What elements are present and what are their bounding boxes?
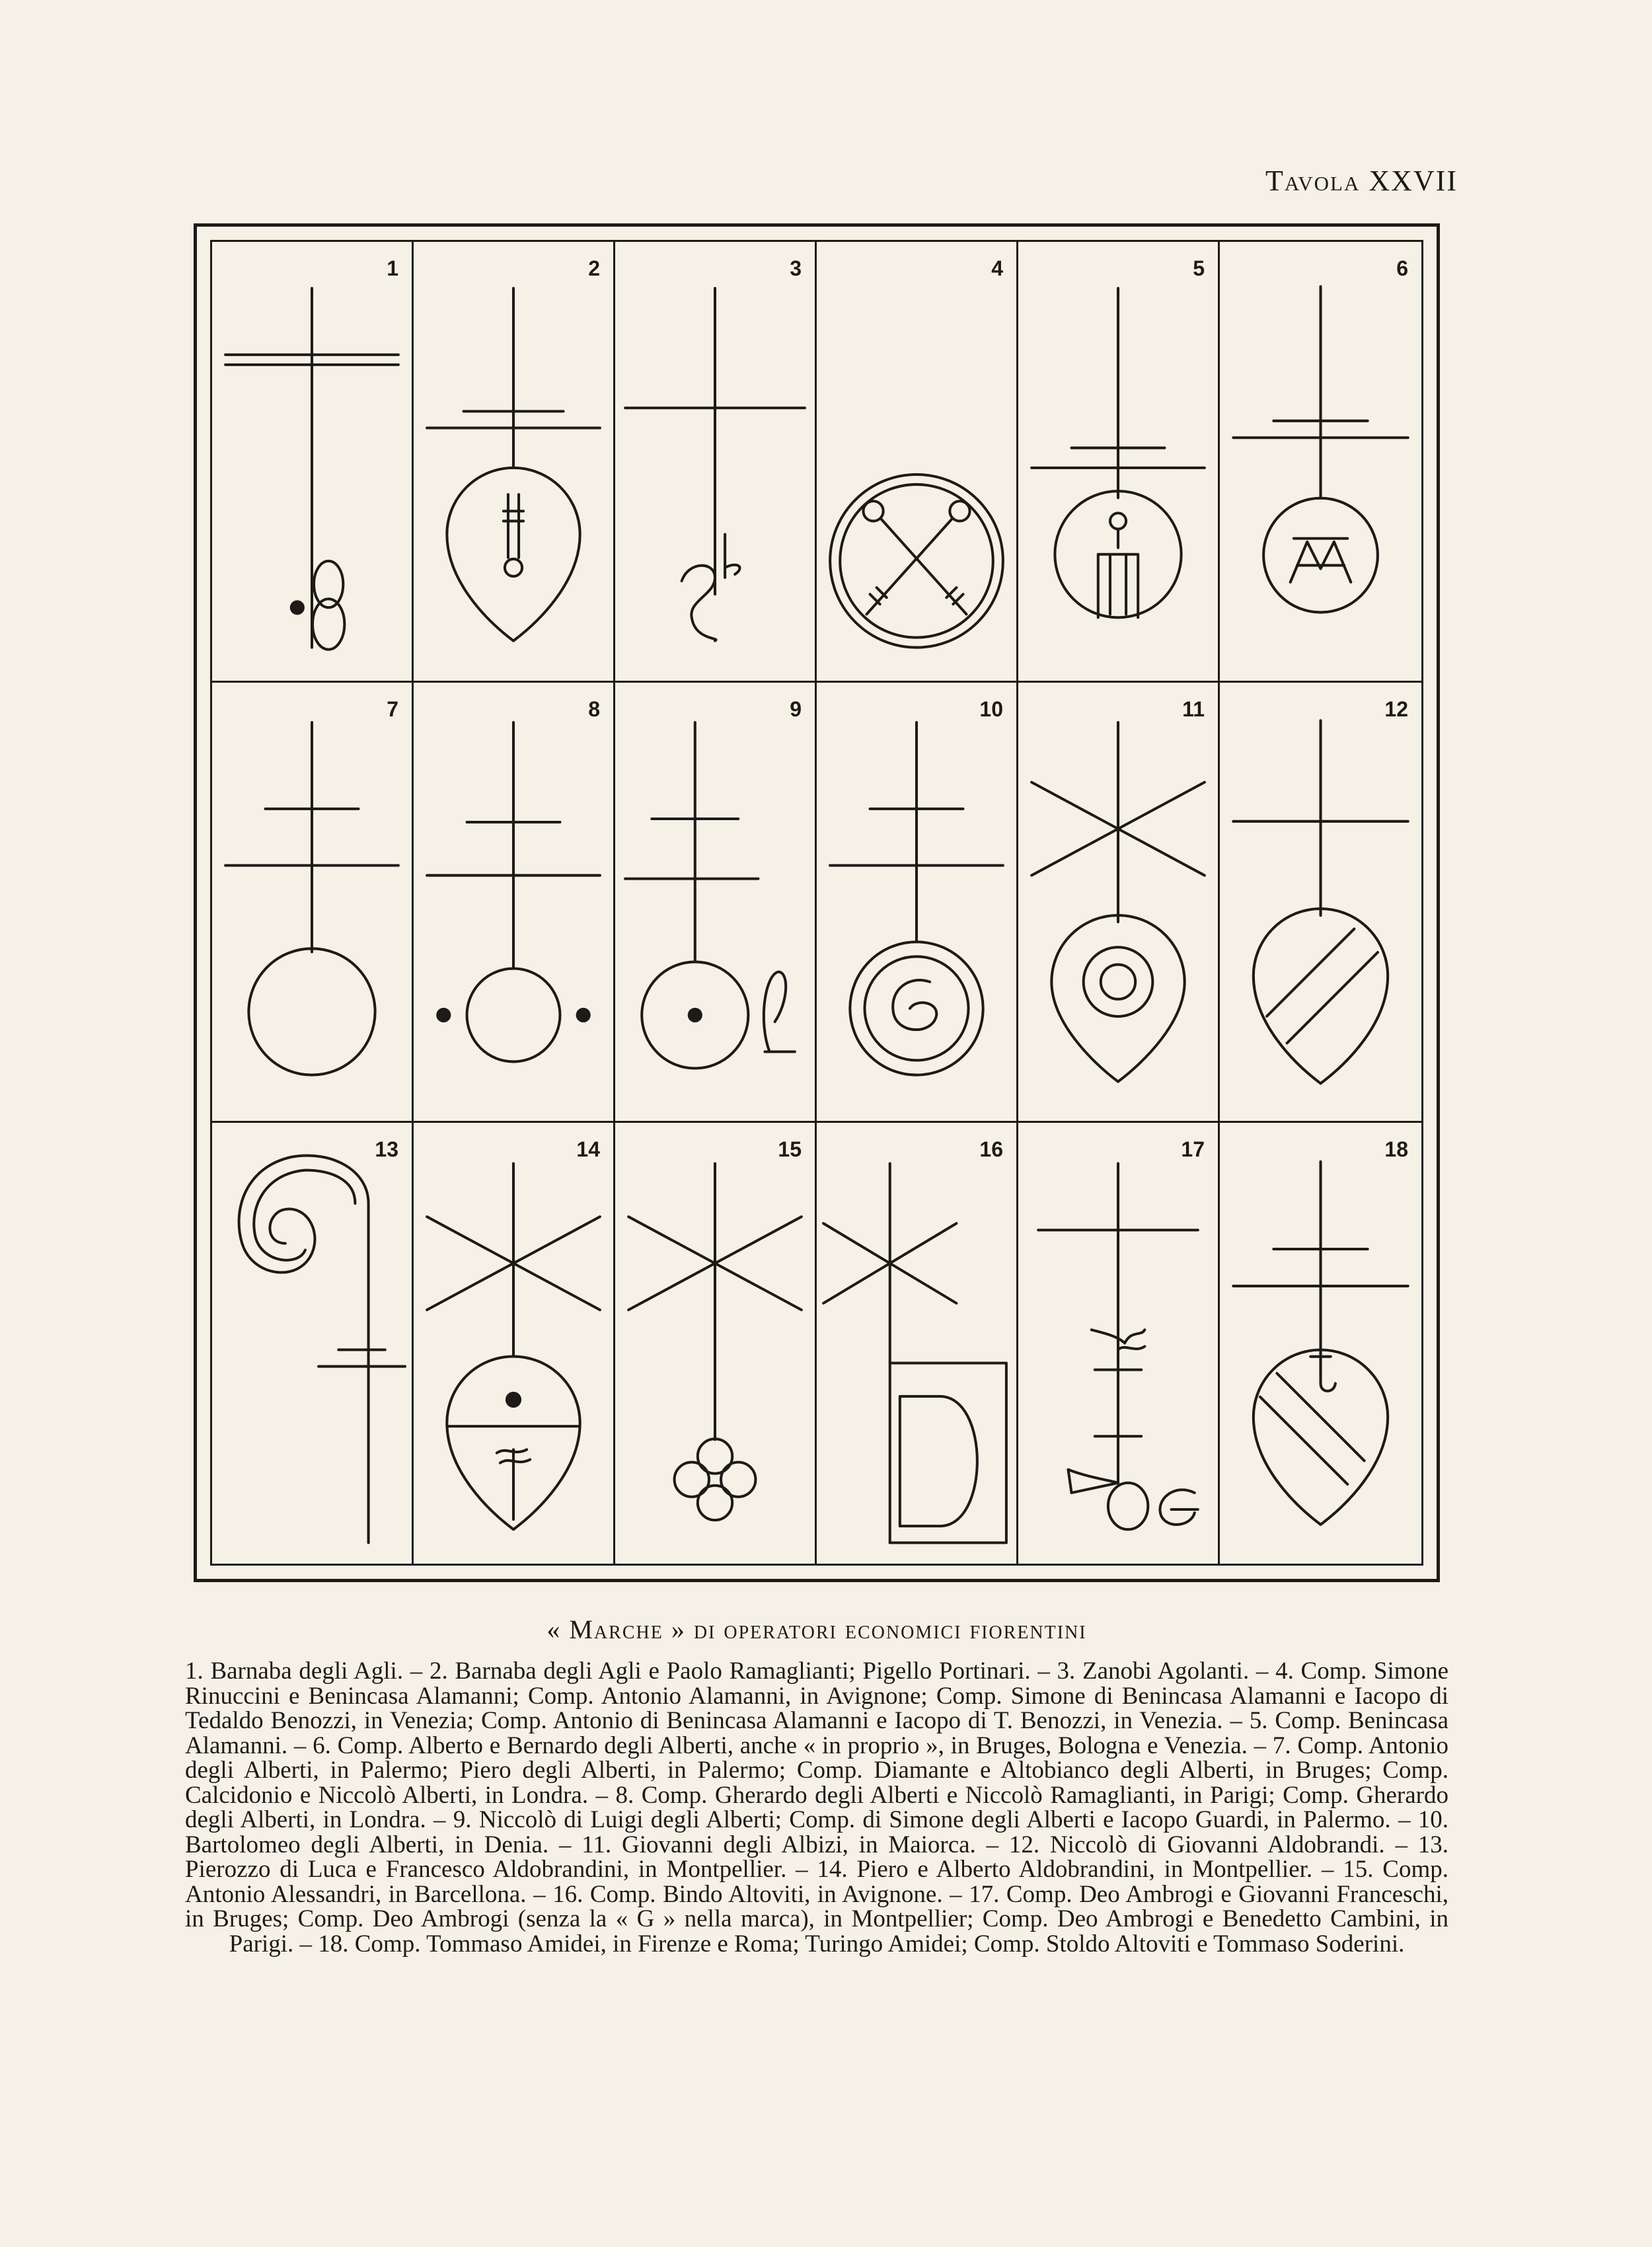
mark-number: 4 — [991, 256, 1003, 280]
mark-18-icon — [1220, 1123, 1421, 1564]
mark-number: 16 — [979, 1137, 1003, 1162]
mark-4-icon — [817, 242, 1016, 681]
mark-8-icon — [414, 683, 613, 1122]
mark-number: 5 — [1193, 256, 1205, 280]
mark-number: 7 — [387, 697, 398, 721]
mark-number: 10 — [979, 697, 1003, 721]
mark-cell-8 — [414, 683, 615, 1124]
mark-3-icon — [615, 242, 815, 681]
mark-cell-12 — [1220, 683, 1421, 1124]
mark-number: 15 — [778, 1137, 802, 1162]
mark-cell-1 — [212, 242, 414, 683]
mark-number: 8 — [588, 697, 600, 721]
mark-cell-17 — [1018, 1123, 1220, 1564]
mark-number: 12 — [1384, 697, 1408, 721]
mark-cell-10 — [817, 683, 1018, 1124]
mark-cell-4 — [817, 242, 1018, 683]
mark-number: 13 — [375, 1137, 398, 1162]
mark-cell-13 — [212, 1123, 414, 1564]
mark-2-icon — [414, 242, 613, 681]
mark-number: 14 — [576, 1137, 600, 1162]
mark-cell-9 — [615, 683, 817, 1124]
mark-number: 18 — [1384, 1137, 1408, 1162]
mark-1-icon — [212, 242, 412, 681]
mark-14-icon — [414, 1123, 613, 1564]
mark-cell-7 — [212, 683, 414, 1124]
mark-cell-18 — [1220, 1123, 1421, 1564]
mark-10-icon — [817, 683, 1016, 1122]
mark-cell-16 — [817, 1123, 1018, 1564]
mark-cell-11 — [1018, 683, 1220, 1124]
marks-grid — [210, 240, 1423, 1566]
mark-7-icon — [212, 683, 412, 1122]
mark-6-icon — [1220, 242, 1421, 681]
mark-number: 17 — [1181, 1137, 1205, 1162]
mark-5-icon — [1018, 242, 1218, 681]
mark-cell-3 — [615, 242, 817, 683]
mark-number: 3 — [790, 256, 802, 280]
mark-12-icon — [1220, 683, 1421, 1122]
mark-13-icon — [212, 1123, 412, 1564]
mark-cell-14 — [414, 1123, 615, 1564]
mark-17-icon — [1018, 1123, 1218, 1564]
mark-cell-5 — [1018, 242, 1220, 683]
mark-15-icon — [615, 1123, 815, 1564]
mark-cell-15 — [615, 1123, 817, 1564]
mark-9-icon — [615, 683, 815, 1122]
caption-title: « Marche » di operatori economici fiorentini — [546, 1615, 1087, 1644]
plate-label: Tavola XXVII — [1265, 165, 1458, 197]
mark-number: 2 — [588, 256, 600, 280]
mark-cell-2 — [414, 242, 615, 683]
mark-cell-6 — [1220, 242, 1421, 683]
mark-number: 1 — [387, 256, 398, 280]
caption-body: 1. Barnaba degli Agli. – 2. Barnaba degli Agli e Paolo Ramaglianti; Pigello Portinari. – 3. Zanobi Agolanti. – 4. Comp. Simone Rinuccini e Benincasa Alamanni; Comp. Antonio Alamanni, in Avignone; Comp. Simone di Benincasa Alamanni e Iacopo di Tedaldo Benozzi, in Venezia; Comp. Antonio di Benincasa Alamanni e Iacopo di T. Benozzi, in Venezia. – 5. Comp. Benincasa Alamanni. – 6. Comp. Alberto e Bernardo degli Alberti, anche « in proprio », in Bruges, Bologna e Venezia. – 7. Comp. Antonio degli Alberti, in Palermo; Piero degli Alberti, in Palermo; Comp. Diamante e Altobianco degli Alberti, in Bruges; Comp. Calcidonio e Niccolò Alberti, in Londra. – 8. Comp. Gherardo degli Alberti e Niccolò Ramaglianti, in Parigi; Comp. Gherardo degli Alberti, in Londra. – 9. Niccolò di Luigi degli Alberti; Comp. di Simone degli Alberti e Iacopo Guardi, in Palermo. – 10. Bartolomeo degli Alberti, in Denia. – 11. Giovanni degli Albizi, in Maiorca. – 12. Niccolò di Giovanni Aldobrandi. – 13. Pierozzo di Luca e Francesco Aldobrandini, in Montpellier. – 14. Piero e Alberto Aldobrandini, in Montpellier. – 15. Comp. Antonio Alessandri, in Barcellona. – 16. Comp. Bindo Altoviti, in Avignone. – 17. Comp. Deo Ambrogi e Giovanni Franceschi, in Bruges; Comp. Deo Ambrogi (senza la « G » nella marca), in Montpellier; Comp. Deo Ambrogi e Benedetto Cambini, in Parigi. – 18. Comp. Tommaso Amidei, in Firenze e Roma; Turingo Amidei; Comp. Stoldo Altoviti e Tommaso Soderini. — [185, 1657, 1448, 1958]
marks-plate-frame — [194, 223, 1440, 1582]
mark-number: 9 — [790, 697, 802, 721]
mark-11-icon — [1018, 683, 1218, 1122]
mark-number: 6 — [1396, 256, 1408, 280]
mark-16-icon — [817, 1123, 1016, 1564]
mark-number: 11 — [1182, 697, 1205, 721]
